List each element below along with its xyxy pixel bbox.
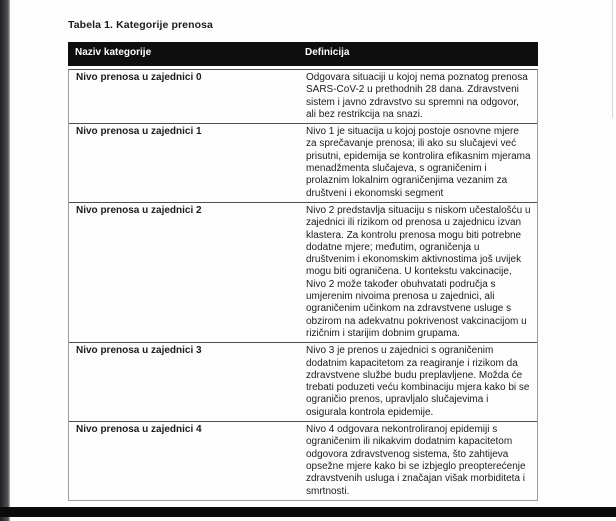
category-name-cell: Nivo prenosa u zajednici 1 (76, 126, 202, 138)
table-row (69, 203, 537, 343)
table-row (69, 124, 537, 203)
definition-cell: Nivo 2 predstavlja situaciju s niskom učestalošću u zajednici ili rizikom od prenosa u zajednicu izvan klastera. Za kontrolu prenosa mogu biti potrebne dodatne mjere; međutim, ograničenja u društvenim i ekonomskim aktivnostima još uvijek mogu biti ograničena. U kontekstu vakcinacije, Nivo 2 može također obuhvatati područja s umjerenim nivoima prenosa u zajednici, ali ograničenim učinkom na zdravstvene usluge s obzirom na adekvatnu pokrivenost vakcinacijom u rizičnim i starijim dobnim grupama. (306, 204, 531, 339)
table-title: Tabela 1. Kategorije prenosa (68, 19, 213, 31)
table-body (68, 69, 538, 501)
category-name-cell: Nivo prenosa u zajednici 3 (76, 345, 202, 357)
table-header-row (68, 42, 538, 66)
scan-left-edge (0, 0, 10, 521)
category-name-cell: Nivo prenosa u zajednici 0 (76, 72, 202, 83)
definition-cell: Nivo 3 je prenos u zajednici s ograničenim dodatnim kapacitetom za reagiranje i rizikom da zdravstvene službe budu preplavljene. Možda će trebati poduzeti veću kombinaciju mjera kako bi se ograničio prenos, upravljalo slučajevima i osigurala kontrola epidemije. (306, 345, 530, 418)
scan-bottom-bar (0, 507, 616, 517)
definition-cell: Nivo 1 je situacija u kojoj postoje osnovne mjere za sprečavanje prenosa; ili ako su slučajevi već prisutni, epidemija se kontrolira efikasnim mjerama menadžmenta slučajeva, s ograničenim i prolaznim lokalnim ograničenjima vezanim za društveni i ekonomski segment (306, 126, 531, 199)
scan-right-edge (612, 0, 613, 118)
category-name-cell: Nivo prenosa u zajednici 2 (76, 204, 202, 216)
category-name-cell: Nivo prenosa u zajednici 4 (76, 424, 202, 436)
table-row (69, 343, 537, 422)
column-header-category-name: Naziv kategorije (75, 47, 152, 58)
table-row (69, 422, 537, 500)
transmission-categories-table (68, 42, 538, 501)
definition-cell: Nivo 4 odgovara nekontroliranoj epidemiji s ograničenim ili nikakvim dodatnim kapacitetom odgovora zdravstvenog sistema, što zahtijeva opsežne mjere kako bi se izbjeglo preopterećenje zdravstvenih usluga i značajan višak morbiditeta i smrtnosti. (306, 424, 526, 497)
column-header-definition: Definicija (305, 47, 350, 58)
table-row (69, 70, 537, 124)
definition-cell: Odgovara situaciji u kojoj nema poznatog prenosa SARS-CoV-2 u prethodnih 28 dana. Zdravstveni sistem i javno zdravstvo su spremni na odgovor, ali bez restrikcija na snazi. (306, 72, 528, 120)
